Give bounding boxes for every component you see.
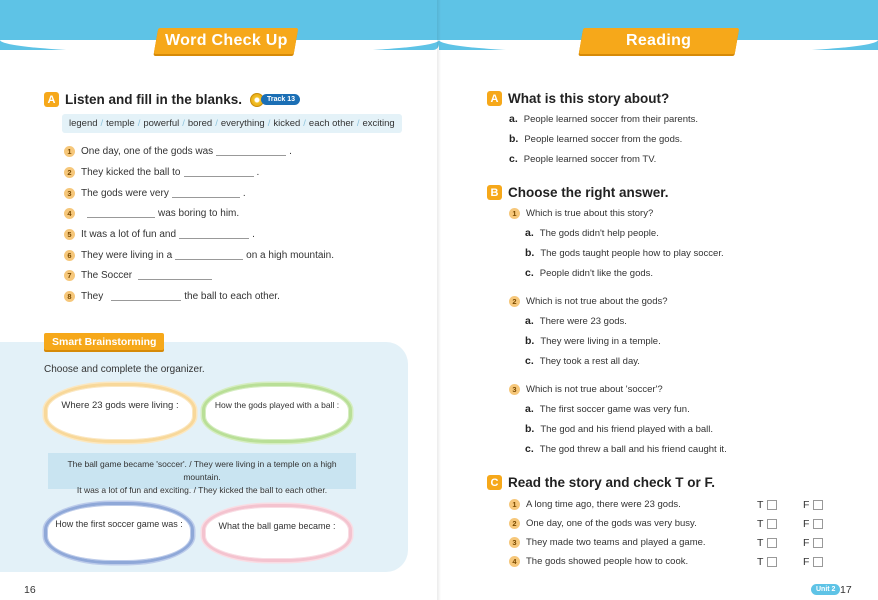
item-number: 2 — [64, 167, 75, 178]
option-text: People learned soccer from the gods. — [524, 134, 683, 145]
option-text: People learned soccer from their parents. — [523, 114, 699, 125]
section-title: Read the story and check T or F. — [508, 475, 716, 490]
word: legend — [69, 118, 98, 129]
true-label: T — [757, 518, 764, 530]
q1-option-b[interactable] — [525, 247, 724, 259]
section-a-heading — [487, 91, 669, 106]
q2-option-a[interactable] — [525, 315, 627, 327]
false-checkbox[interactable] — [803, 537, 823, 549]
section-letter: A — [487, 91, 502, 106]
item-text: . — [289, 146, 292, 157]
item-number: 1 — [64, 146, 75, 157]
option-text: There were 23 gods. — [539, 316, 627, 327]
statement-text: One day, one of the gods was very busy. — [526, 518, 697, 529]
section-title: Choose the right answer. — [508, 185, 669, 200]
false-label: F — [803, 518, 810, 530]
checkbox[interactable] — [813, 519, 823, 529]
checkbox[interactable] — [813, 557, 823, 567]
question-text: Which is not true about the gods? — [526, 296, 668, 307]
organizer-bubble-became[interactable] — [202, 504, 352, 562]
option-c[interactable] — [509, 153, 656, 165]
option-text: The first soccer game was very fun. — [539, 404, 690, 415]
answer-choices-box — [48, 453, 356, 495]
item-text: It was a lot of fun and — [81, 229, 177, 240]
word: bored — [187, 118, 213, 129]
section-c-heading — [487, 475, 715, 490]
item-text: on a high mountain. — [246, 250, 334, 261]
answer-blank[interactable] — [172, 190, 240, 198]
fill-item-4 — [64, 208, 239, 219]
false-label: F — [803, 556, 810, 568]
right-page — [439, 0, 878, 600]
answer-blank[interactable] — [216, 148, 286, 156]
word-bank: legend / temple / powerful / bored / everything / kicked / each other / exciting — [62, 114, 402, 133]
item-number: 3 — [64, 188, 75, 199]
item-number: 2 — [509, 518, 520, 529]
item-number: 4 — [64, 208, 75, 219]
option-letter: b. — [525, 247, 535, 259]
word: each other — [308, 118, 354, 129]
checkbox[interactable] — [767, 500, 777, 510]
page-number: 17 — [840, 584, 852, 596]
question-1 — [509, 208, 653, 219]
book-spine — [437, 0, 441, 600]
answer-blank[interactable] — [175, 252, 243, 260]
item-text: . — [242, 188, 246, 199]
item-text: They kicked the ball to — [81, 167, 181, 178]
fill-item-8 — [64, 291, 280, 302]
answer-blank[interactable] — [179, 231, 249, 239]
fill-item-6 — [64, 250, 334, 261]
answer-blank[interactable] — [138, 272, 212, 280]
word: kicked — [273, 118, 301, 129]
option-letter: b. — [525, 335, 535, 347]
statement-text: They made two teams and played a game. — [526, 537, 706, 548]
true-checkbox[interactable] — [757, 518, 777, 530]
checkbox[interactable] — [813, 538, 823, 548]
option-a[interactable] — [509, 113, 698, 125]
question-2 — [509, 296, 668, 307]
section-title: What is this story about? — [508, 91, 670, 106]
q1-option-c[interactable] — [525, 267, 653, 279]
q2-option-c[interactable] — [525, 355, 640, 367]
fill-item-1 — [64, 146, 292, 157]
tf-statement-1 — [509, 499, 681, 510]
true-label: T — [757, 556, 764, 568]
option-letter: a. — [525, 403, 534, 415]
item-number: 5 — [64, 229, 75, 240]
option-text: They were living in a temple. — [540, 336, 661, 347]
fill-item-3 — [64, 188, 246, 199]
track-label: Track 13 — [261, 94, 300, 105]
checkbox[interactable] — [767, 557, 777, 567]
q1-option-a[interactable] — [525, 227, 659, 239]
organizer-bubble-first-game[interactable] — [44, 502, 194, 564]
bubble-label: Where 23 gods were living : — [61, 400, 179, 411]
page-title: Reading — [626, 32, 692, 49]
item-number: 6 — [64, 250, 75, 261]
true-label: T — [757, 537, 764, 549]
word: powerful — [143, 118, 180, 129]
checkbox[interactable] — [813, 500, 823, 510]
bubble-label: How the first soccer game was : — [55, 519, 183, 529]
audio-track[interactable] — [250, 93, 300, 107]
question-text: Which is not true about 'soccer'? — [526, 384, 663, 395]
item-text: was boring to him. — [158, 208, 240, 219]
question-text: Which is true about this story? — [526, 208, 654, 219]
option-b[interactable] — [509, 133, 682, 145]
question-3 — [509, 384, 663, 395]
organizer-bubble-how-played[interactable] — [202, 383, 352, 443]
true-checkbox[interactable] — [757, 556, 777, 568]
option-text: People didn't like the gods. — [539, 268, 654, 279]
option-letter: c. — [509, 153, 518, 165]
item-number: 4 — [509, 556, 520, 567]
answer-blank[interactable] — [87, 210, 155, 218]
true-checkbox[interactable] — [757, 537, 777, 549]
item-text: One day, one of the gods was — [81, 146, 214, 157]
bubble-label: What the ball game became : — [218, 521, 336, 531]
question-number: 1 — [509, 208, 520, 219]
section-letter: B — [487, 185, 502, 200]
option-text: The god and his friend played with a ball. — [540, 424, 714, 435]
item-text: the ball to each other. — [184, 291, 280, 302]
section-a-heading — [44, 92, 300, 107]
tf-statement-4 — [509, 556, 688, 567]
q3-option-a[interactable] — [525, 403, 690, 415]
fill-item-7 — [64, 270, 215, 281]
false-label: F — [803, 537, 810, 549]
brainstorm-instruction: Choose and complete the organizer. — [44, 364, 205, 375]
section-letter: A — [44, 92, 59, 107]
page-number: 16 — [24, 584, 36, 596]
statement-text: The gods showed people how to cook. — [526, 556, 689, 567]
fill-item-5 — [64, 229, 255, 240]
q3-option-c[interactable] — [525, 443, 727, 455]
option-text: The gods taught people how to play soccer. — [540, 248, 724, 259]
option-text: The gods didn't help people. — [539, 228, 659, 239]
tf-statement-3 — [509, 537, 706, 548]
item-text: The Soccer — [81, 270, 133, 281]
item-number: 7 — [64, 270, 75, 281]
page-title: Word Check Up — [164, 32, 288, 49]
item-number: 8 — [64, 291, 75, 302]
page-title-banner — [579, 28, 740, 54]
organizer-bubble-where[interactable] — [44, 383, 196, 443]
unit-tag: Unit 2 — [811, 584, 840, 595]
option-text: People learned soccer from TV. — [523, 154, 657, 165]
q2-option-b[interactable] — [525, 335, 661, 347]
word: temple — [106, 118, 135, 129]
option-text: They took a rest all day. — [539, 356, 640, 367]
section-title: Listen and fill in the blanks. — [65, 92, 243, 107]
true-checkbox[interactable] — [757, 499, 777, 511]
false-checkbox[interactable] — [803, 518, 823, 530]
item-text: They — [81, 291, 104, 302]
option-letter: a. — [525, 315, 534, 327]
section-b-heading — [487, 185, 669, 200]
option-letter: b. — [525, 423, 535, 435]
question-number: 3 — [509, 384, 520, 395]
bubble-label: How the gods played with a ball : — [214, 400, 340, 410]
q3-option-b[interactable] — [525, 423, 713, 435]
tf-statement-2 — [509, 518, 697, 529]
answer-line: It was a lot of fun and exciting. / They kicked the ball to each other. — [76, 485, 328, 495]
option-letter: c. — [525, 443, 534, 455]
item-number: 3 — [509, 537, 520, 548]
brainstorm-banner: Smart Brainstorming — [44, 333, 164, 350]
item-text: They were living in a — [81, 250, 173, 261]
answer-blank[interactable] — [184, 169, 254, 177]
option-letter: c. — [525, 355, 534, 367]
option-letter: b. — [509, 133, 519, 145]
option-letter: a. — [509, 113, 518, 125]
checkbox[interactable] — [767, 538, 777, 548]
true-label: T — [757, 499, 764, 511]
item-text: . — [252, 229, 255, 240]
item-text: . — [256, 167, 260, 178]
false-label: F — [803, 499, 810, 511]
false-checkbox[interactable] — [803, 499, 823, 511]
option-text: The god threw a ball and his friend caught it. — [539, 444, 727, 455]
false-checkbox[interactable] — [803, 556, 823, 568]
page-title-banner — [154, 28, 299, 54]
item-number: 1 — [509, 499, 520, 510]
statement-text: A long time ago, there were 23 gods. — [526, 499, 681, 510]
word: everything — [220, 118, 265, 129]
fill-item-2 — [64, 167, 259, 178]
answer-line: The ball game became 'soccer'. / They were living in a temple on a high mountain. — [67, 459, 337, 482]
checkbox[interactable] — [767, 519, 777, 529]
answer-blank[interactable] — [111, 293, 181, 301]
option-letter: a. — [525, 227, 534, 239]
word: exciting — [362, 118, 395, 129]
item-text: The gods were very — [81, 188, 169, 199]
question-number: 2 — [509, 296, 520, 307]
section-letter: C — [487, 475, 502, 490]
option-letter: c. — [525, 267, 534, 279]
